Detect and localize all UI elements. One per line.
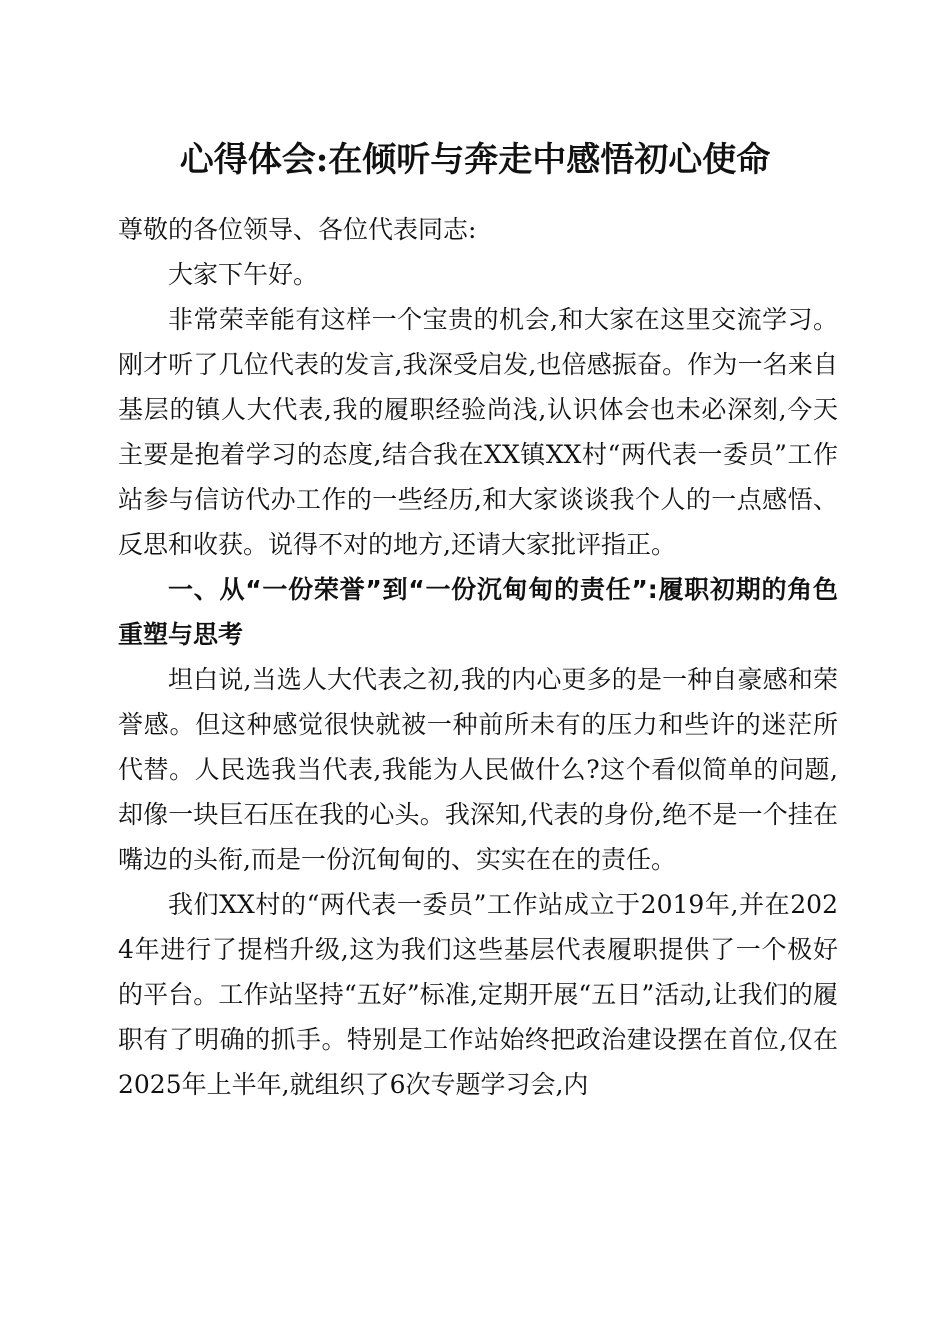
document-body xyxy=(118,207,838,1107)
document-title: 心得体会:在倾听与奔走中感悟初心使命 xyxy=(179,140,771,180)
paragraph-intro: 非常荣幸能有这样一个宝贵的机会,和大家在这里交流学习。刚才听了几位代表的发言,我深受启发,也倍感振奋。作为一名来自基层的镇人大代表,我的履职经验尚浅,认识体会也未必深刻,今天主要是抱着学习的态度,结合我在XX镇XX村“两代表一委员”工作站参与信访代办工作的一些经历,和大家谈谈我个人的一点感悟、反思和收获。说得不对的地方,还请大家批评指正。 xyxy=(118,305,838,559)
paragraph-role-reflection: 坦白说,当选人大代表之初,我的内心更多的是一种自豪感和荣誉感。但这种感觉很快就被一种前所未有的压力和些许的迷茫所代替。人民选我当代表,我能为人民做什么?这个看似简单的问题,却像一块巨石压在我的心头。我深知,代表的身份,绝不是一个挂在嘴边的头衔,而是一份沉甸甸的、实实在在的责任。 xyxy=(118,665,838,874)
salutation: 尊敬的各位领导、各位代表同志: xyxy=(118,215,477,244)
greeting: 大家下午好。 xyxy=(168,260,319,289)
paragraph-workstation: 我们XX村的“两代表一委员”工作站成立于2019年,并在2024年进行了提档升级,这为我们这些基层代表履职提供了一个极好的平台。工作站坚持“五好”标准,定期开展“五日”活动,让我们的履职有了明确的抓手。特别是工作站始终把政治建设摆在首位,仅在2025年上半年,就组织了6次专题学习会,内 xyxy=(118,890,838,1099)
section-heading-1: 一、从“一份荣誉”到“一份沉甸甸的责任”:履职初期的角色重塑与思考 xyxy=(118,575,838,649)
